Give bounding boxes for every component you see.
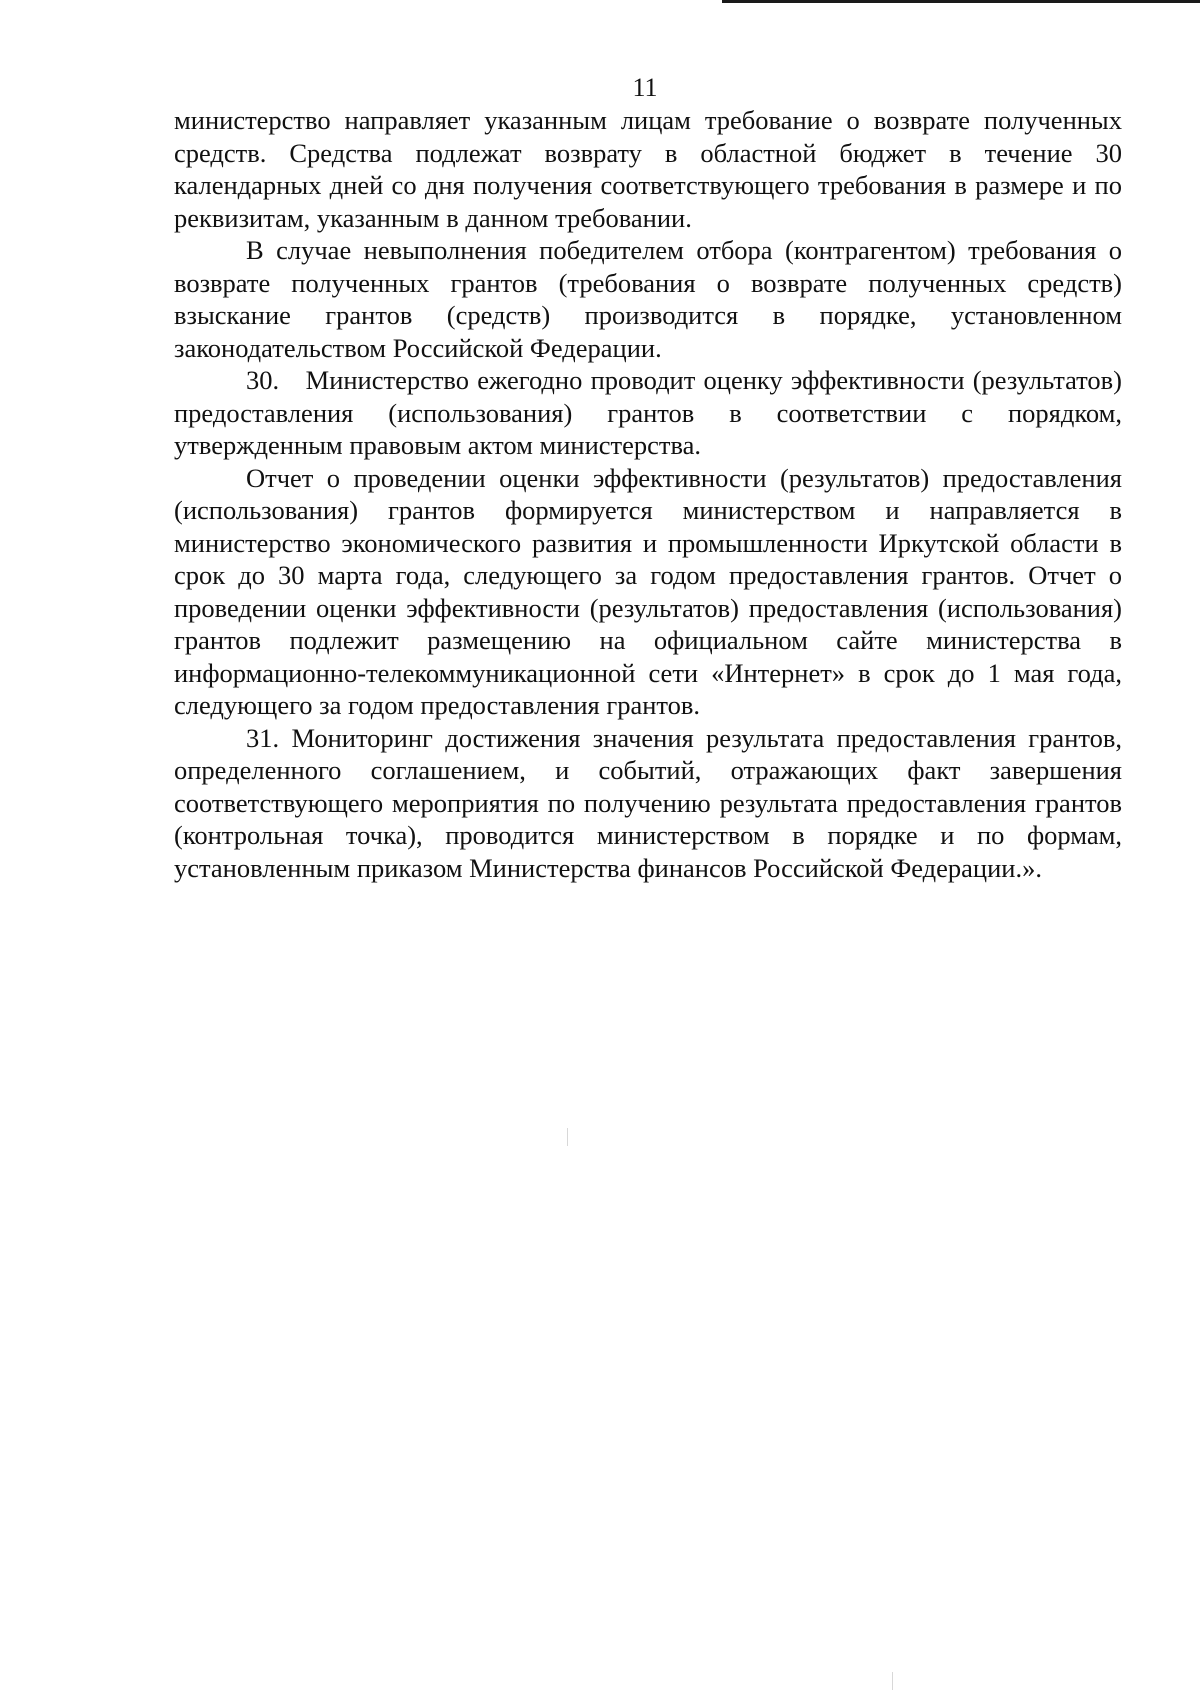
paragraph-item-31: 31. Мониторинг достижения значения результата предоставления грантов, определенного соглашением, и событий, отражающих факт завершения соответствующего мероприятия по получению результата предоставления грантов (контрольная точка), проводится министерством в порядке и по формам, установленным приказом Министерства финансов Российской Федерации.». (174, 722, 1122, 883)
scan-artifact (567, 1128, 568, 1146)
paragraph-report: Отчет о проведении оценки эффективности (результатов) предоставления (использования) грантов формируется министерством и направляется в министерство экономического развития и промышленности Иркутской области в срок до 30 марта года, следующего за годом предоставления грантов. Отчет о проведении оценки эффективности (результатов) предоставления (использования) грантов подлежит размещению на официальном сайте министерства в информационно-телекоммуникационной сети «Интернет» в срок до 1 мая года, следующего за годом предоставления грантов. (174, 462, 1122, 720)
document-body (174, 104, 1122, 884)
paragraph-item-30: 30. Министерство ежегодно проводит оценку эффективности (результатов) предоставления (использования) грантов в соответствии с порядком, утвержденным правовым актом министерства. (174, 365, 1122, 460)
paragraph-return-requirement: министерство направляет указанным лицам требование о возврате полученных средств. Средства подлежат возврату в областной бюджет в течение 30 календарных дней со дня получения соответствующего требования в размере и по реквизитам, указанным в данном требовании. (174, 105, 1122, 233)
scan-top-rule (722, 0, 1200, 3)
scan-artifact (892, 1672, 893, 1690)
paragraph-recovery: В случае невыполнения победителем отбора (контрагентом) требования о возврате полученных грантов (требования о возврате полученных средств) взыскание грантов (средств) производится в порядке, установленном законодательством Российской Федерации. (174, 235, 1122, 363)
page-number: 11 (632, 73, 658, 102)
